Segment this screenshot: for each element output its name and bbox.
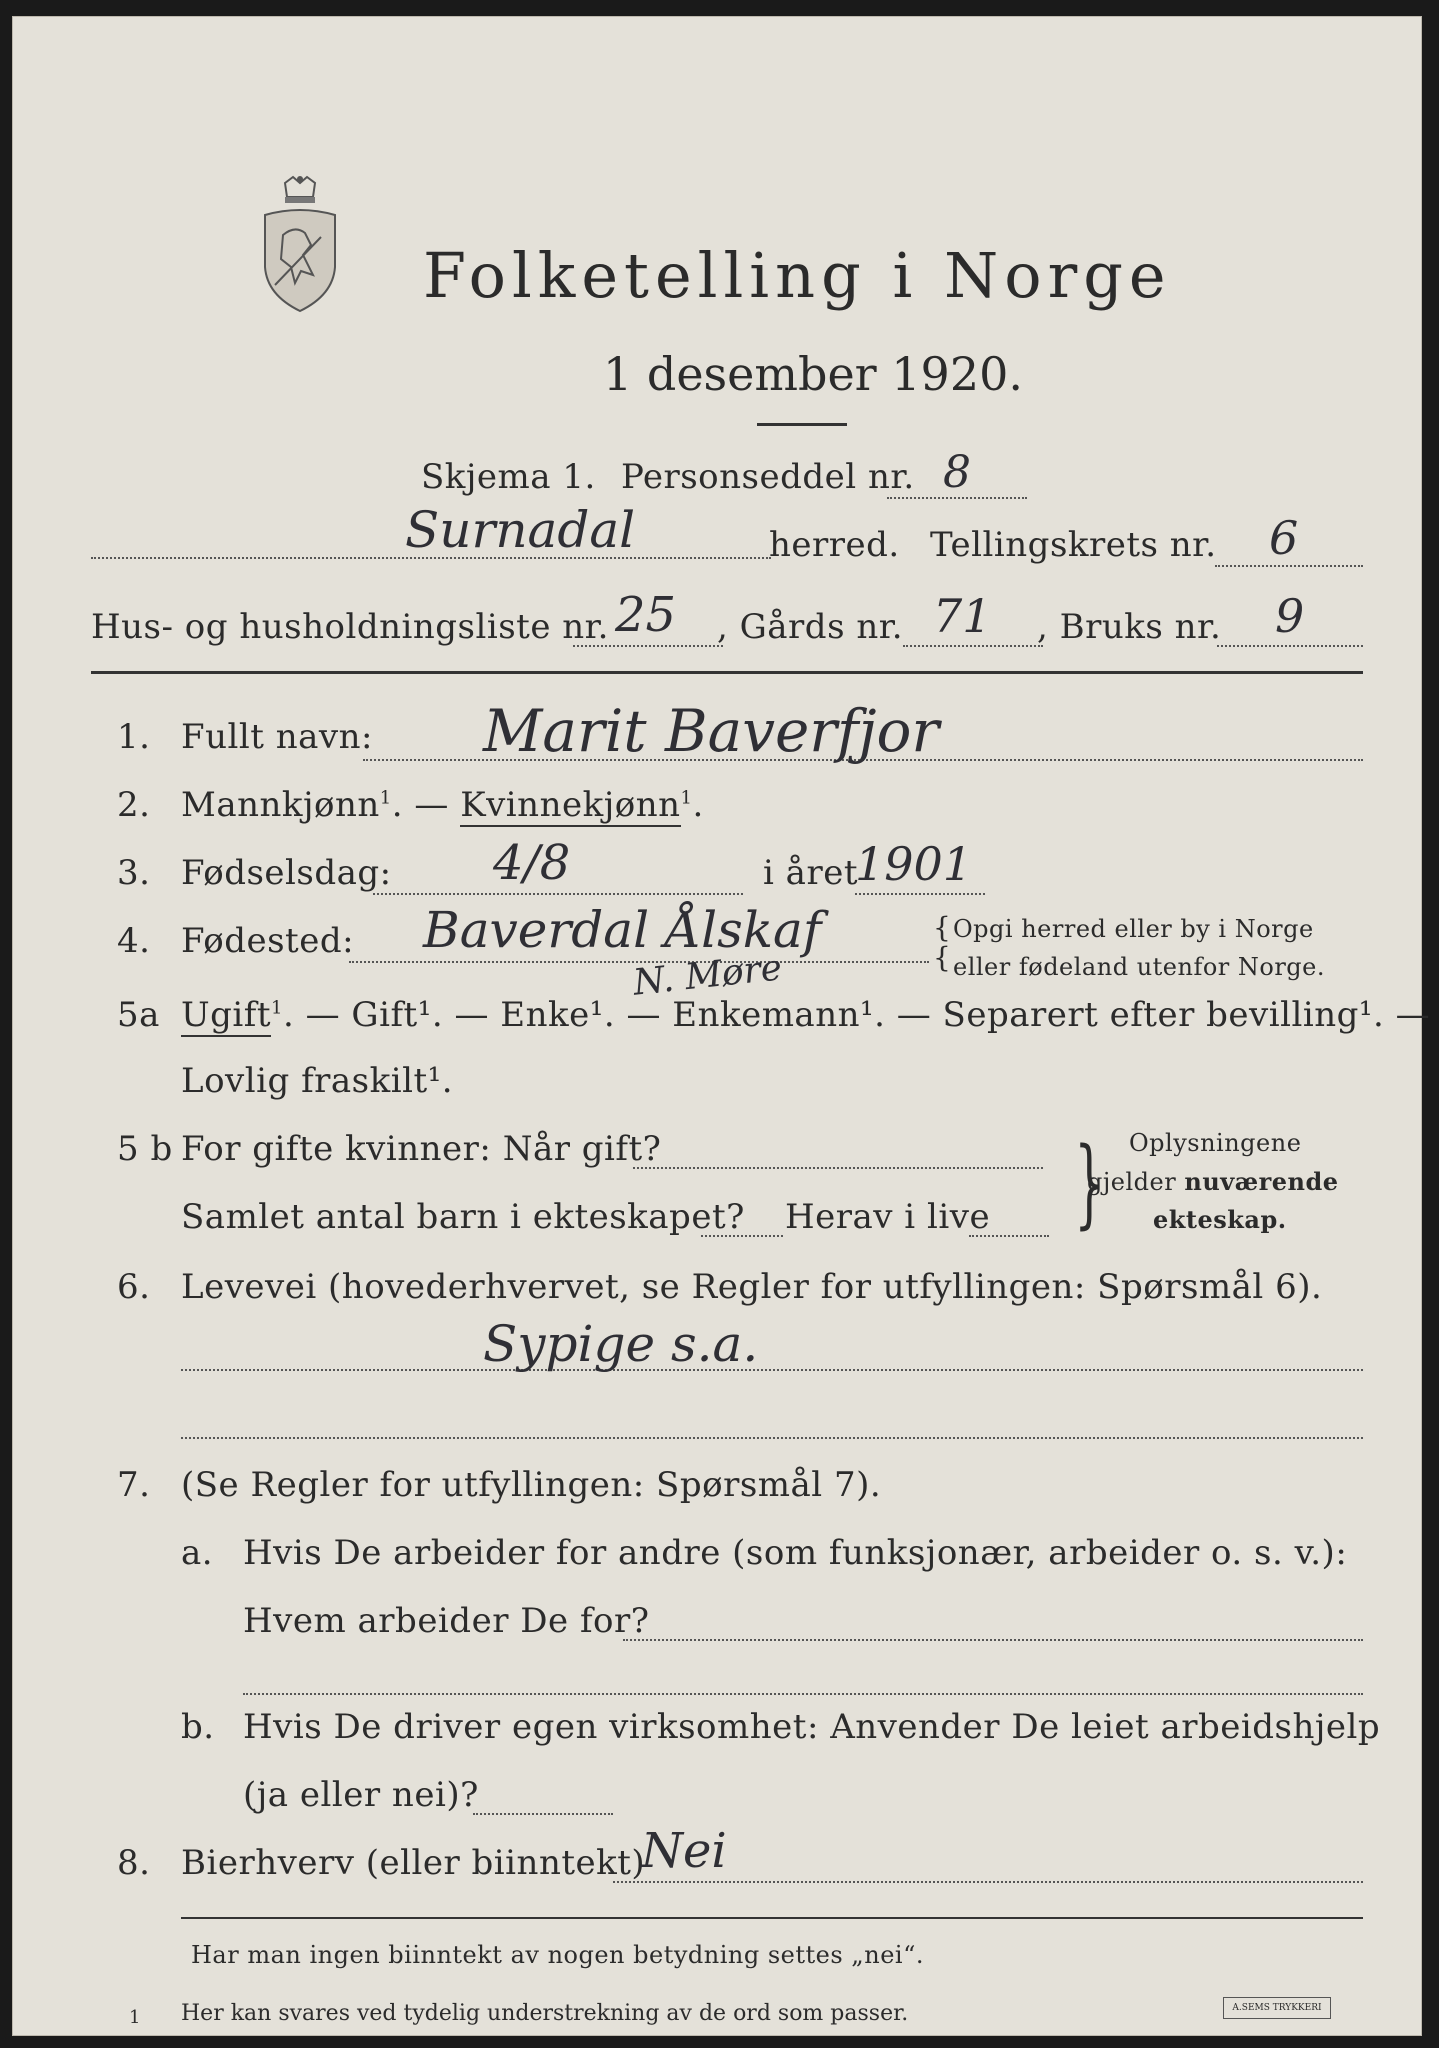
q3-label: Fødselsdag: xyxy=(181,853,392,893)
q5a-options: . — Gift¹. — Enke¹. — Enkemann¹. — Separert efter bevilling¹. — xyxy=(283,995,1431,1035)
q1-value: Marit Baverfjor xyxy=(483,697,940,765)
q3-year-value: 1901 xyxy=(855,837,973,891)
q6-value: Sypige s.a. xyxy=(483,1315,759,1373)
q5b-number: 5 b xyxy=(117,1129,173,1169)
q4-note-2: eller fødeland utenfor Norge. xyxy=(953,953,1326,981)
q7-label: (Se Regler for utfyllingen: Spørsmål 7). xyxy=(181,1465,882,1505)
q7a-letter: a. xyxy=(181,1533,214,1573)
personseddel-value: 8 xyxy=(943,447,971,498)
q7b-question: (ja eller nei)? xyxy=(243,1775,479,1815)
q1-label: Fullt navn: xyxy=(181,717,373,757)
q5b-note-1: Oplysningene xyxy=(1129,1129,1302,1157)
q7b-field-line xyxy=(473,1813,613,1815)
tellingskrets-field-line xyxy=(1215,565,1363,567)
bruks-value: 9 xyxy=(1275,589,1305,643)
q5b-alive-field-line xyxy=(969,1235,1049,1237)
gards-value: 71 xyxy=(933,589,992,643)
census-form-sheet xyxy=(12,16,1431,2036)
footnote-text: Her kan svares ved tydelig understrekning av de ord som passer. xyxy=(181,2001,909,2026)
q7a-field-line-1 xyxy=(623,1639,1363,1641)
q6-number: 6. xyxy=(117,1267,151,1307)
coat-of-arms-icon xyxy=(255,175,345,315)
q5b-children-field-line xyxy=(701,1235,783,1237)
q8-number: 8. xyxy=(117,1843,151,1883)
husliste-field-line xyxy=(573,645,723,647)
footer-rule xyxy=(181,1917,1363,1919)
q2-separator: . — xyxy=(391,785,449,825)
q5b-note-2: gjelder xyxy=(1087,1168,1177,1196)
header-rule xyxy=(91,671,1363,674)
bruks-field-line xyxy=(1217,645,1363,647)
q5b-brace: } xyxy=(1074,1127,1105,1239)
q6-field-line-1 xyxy=(181,1369,1363,1371)
q7b-text: Hvis De driver egen virksomhet: Anvender De leiet arbeidshjelp xyxy=(243,1707,1381,1747)
q5a-line: Ugift$^1$. — Gift¹. — Enke¹. — Enkemann¹. — Separert efter bevilling¹. — xyxy=(181,995,1431,1035)
q2-end: . xyxy=(692,785,704,825)
q5b-note-2-line xyxy=(1087,1167,1339,1196)
q2-line: Mannkjønn$^1$. — Kvinnekjønn$^1$. xyxy=(181,785,704,825)
q8-field-line xyxy=(613,1881,1363,1883)
tellingskrets-value: 6 xyxy=(1269,511,1299,565)
gards-label: , Gårds nr. xyxy=(717,607,904,647)
tellingskrets-label: Tellingskrets nr. xyxy=(930,525,1217,565)
footer-note: Har man ingen biinntekt av nogen betydning settes „nei“. xyxy=(191,1941,924,1969)
q7b-letter: b. xyxy=(181,1707,215,1747)
q5a-ugift-underlined: Ugift xyxy=(181,995,272,1035)
q3-day-field-line xyxy=(373,893,743,895)
q7a-text: Hvis De arbeider for andre (som funksjonær, arbeider o. s. v.): xyxy=(243,1533,1348,1573)
q5b-note-3: ekteskap. xyxy=(1153,1205,1287,1234)
q2-mann: Mannkjønn xyxy=(181,785,380,825)
q2-kvinne-underlined: Kvinnekjønn xyxy=(460,785,681,825)
q5b-line-2: Samlet antal barn i ekteskapet? xyxy=(181,1197,745,1237)
q3-number: 3. xyxy=(117,853,151,893)
husliste-value: 25 xyxy=(615,587,677,643)
q7-number: 7. xyxy=(117,1465,151,1505)
herred-label: herred. xyxy=(769,525,900,565)
q5b-herav-label: Herav i live xyxy=(785,1197,991,1237)
q6-field-line-2 xyxy=(181,1437,1363,1439)
skjema-label: Skjema 1. xyxy=(421,457,596,497)
q5a-line-2: Lovlig fraskilt¹. xyxy=(181,1061,454,1101)
footnote-number: 1 xyxy=(129,2007,141,2028)
q5b-note-2-bold: nuværende xyxy=(1184,1167,1339,1196)
q2-number: 2. xyxy=(117,785,151,825)
q8-value: Nei xyxy=(641,1823,727,1879)
q5a-number: 5a xyxy=(117,995,160,1035)
form-date: 1 desember 1920. xyxy=(603,347,1023,401)
title-divider xyxy=(757,423,847,426)
q4-label: Fødested: xyxy=(181,921,355,961)
q1-number: 1. xyxy=(117,717,151,757)
personseddel-label: Personseddel nr. xyxy=(621,457,915,497)
q7a-question: Hvem arbeider De for? xyxy=(243,1601,650,1641)
herred-value: Surnadal xyxy=(405,501,636,559)
q3-day-value: 4/8 xyxy=(493,835,571,891)
gards-field-line xyxy=(903,645,1043,647)
q6-label: Levevei (hovederhvervet, se Regler for utfyllingen: Spørsmål 6). xyxy=(181,1267,1323,1307)
q4-note-1: Opgi herred eller by i Norge xyxy=(953,915,1314,943)
q4-value-region: N. Møre xyxy=(631,947,784,1004)
printer-stamp: A.SEMS TRYKKERI xyxy=(1223,1997,1331,2019)
q4-brace: { { xyxy=(933,911,951,974)
q4-value: Baverdal Ålskaf xyxy=(423,901,822,959)
q5b-married-field-line xyxy=(633,1167,1043,1169)
q3-year-label: i året xyxy=(763,853,858,893)
form-title: Folketelling i Norge xyxy=(423,239,1172,312)
q8-label: Bierhverv (eller biinntekt) xyxy=(181,1843,646,1883)
q5b-line-1: For gifte kvinner: Når gift? xyxy=(181,1129,662,1169)
q4-number: 4. xyxy=(117,921,151,961)
husliste-label: Hus- og husholdningsliste nr. xyxy=(91,607,609,647)
bruks-label: , Bruks nr. xyxy=(1037,607,1222,647)
q3-year-field-line xyxy=(855,893,985,895)
q7a-field-line-2 xyxy=(243,1693,1363,1695)
